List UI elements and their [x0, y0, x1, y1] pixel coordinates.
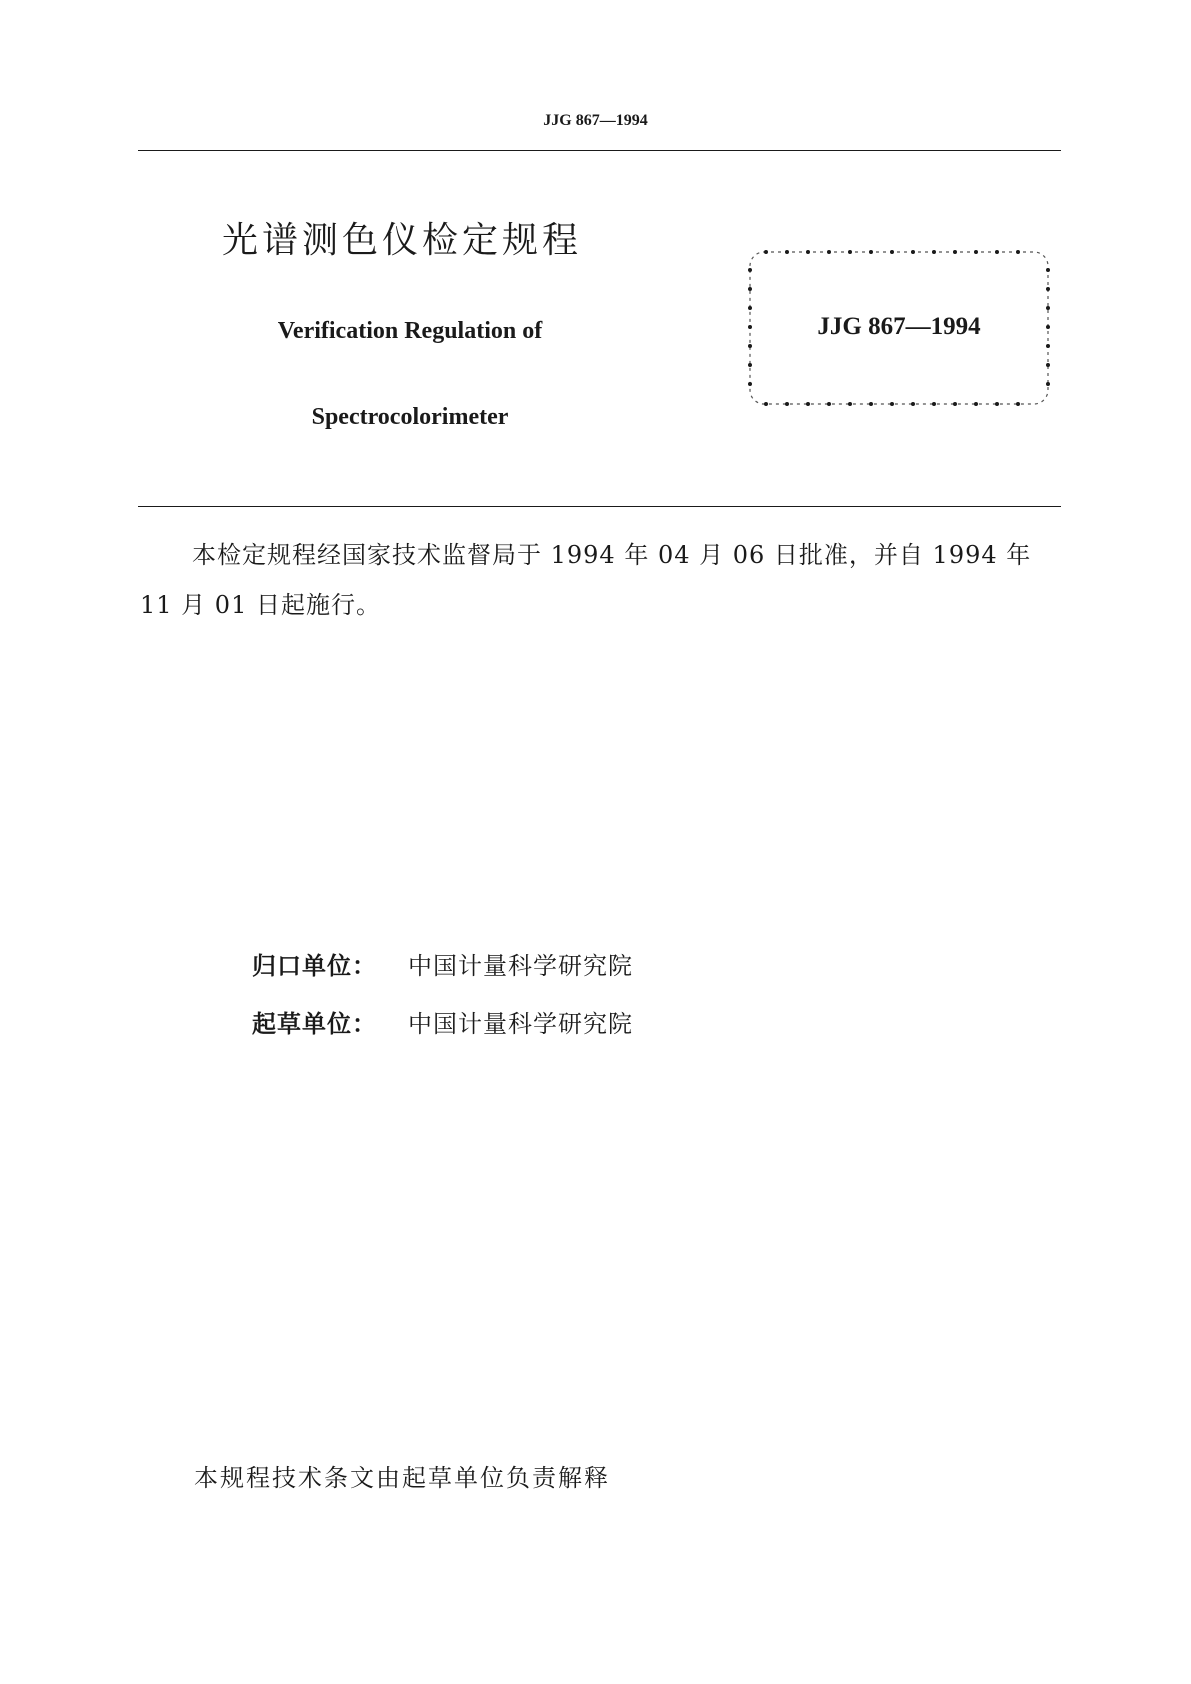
border-dot — [890, 402, 894, 406]
border-dot — [806, 250, 810, 254]
border-dot — [1016, 402, 1020, 406]
title-english-line-2: Spectrocolorimeter — [311, 404, 509, 430]
border-dot — [748, 306, 752, 310]
border-dot — [974, 402, 978, 406]
border-dot — [1046, 382, 1050, 386]
border-dot — [995, 250, 999, 254]
drafting-unit-label: 起草单位： — [252, 1010, 377, 1038]
border-dot — [932, 250, 936, 254]
border-dot — [785, 250, 789, 254]
border-dot — [748, 287, 752, 291]
title-chinese: 光谱测色仪检定规程 — [222, 220, 583, 261]
border-dot — [869, 250, 873, 254]
border-dot — [953, 250, 957, 254]
border-dot — [911, 402, 915, 406]
border-dot — [1046, 344, 1050, 348]
border-dot — [890, 250, 894, 254]
interpretation-note: 本规程技术条文由起草单位负责解释 — [194, 1464, 610, 1492]
approval-statement: 本检定规程经国家技术监督局于 1994 年 04 月 06 日批准，并自 1994 年 11 月 01 日起施行。 — [140, 541, 1032, 619]
border-dot — [953, 402, 957, 406]
title-section-rule — [138, 506, 1061, 507]
border-dot — [1046, 287, 1050, 291]
border-dot — [1046, 363, 1050, 367]
drafting-unit-row — [252, 1004, 633, 1039]
responsible-unit-value: 中国计量科学研究院 — [408, 952, 633, 980]
standard-code: JJG 867—1994 — [817, 313, 981, 340]
border-dot — [748, 268, 752, 272]
border-dot — [1046, 268, 1050, 272]
border-dot — [932, 402, 936, 406]
border-dot — [764, 402, 768, 406]
border-dot — [748, 363, 752, 367]
border-dot — [806, 402, 810, 406]
border-dot — [785, 402, 789, 406]
border-dot — [848, 250, 852, 254]
border-dot — [974, 250, 978, 254]
border-dot — [827, 402, 831, 406]
drafting-unit-value: 中国计量科学研究院 — [408, 1010, 633, 1038]
responsible-unit-row — [252, 946, 633, 981]
border-dot — [911, 250, 915, 254]
border-dot — [827, 250, 831, 254]
border-dot — [1046, 306, 1050, 310]
border-dot — [995, 402, 999, 406]
standard-code-box — [746, 248, 1052, 408]
border-dot — [764, 250, 768, 254]
border-dot — [869, 402, 873, 406]
title-english-line-1: Verification Regulation of — [277, 318, 543, 344]
border-dot — [848, 402, 852, 406]
border-dot — [748, 344, 752, 348]
border-dot — [1016, 250, 1020, 254]
responsible-unit-label: 归口单位： — [252, 952, 377, 980]
border-dot — [748, 382, 752, 386]
running-header-code: JJG 867—1994 — [543, 112, 648, 129]
header-rule — [138, 150, 1061, 151]
